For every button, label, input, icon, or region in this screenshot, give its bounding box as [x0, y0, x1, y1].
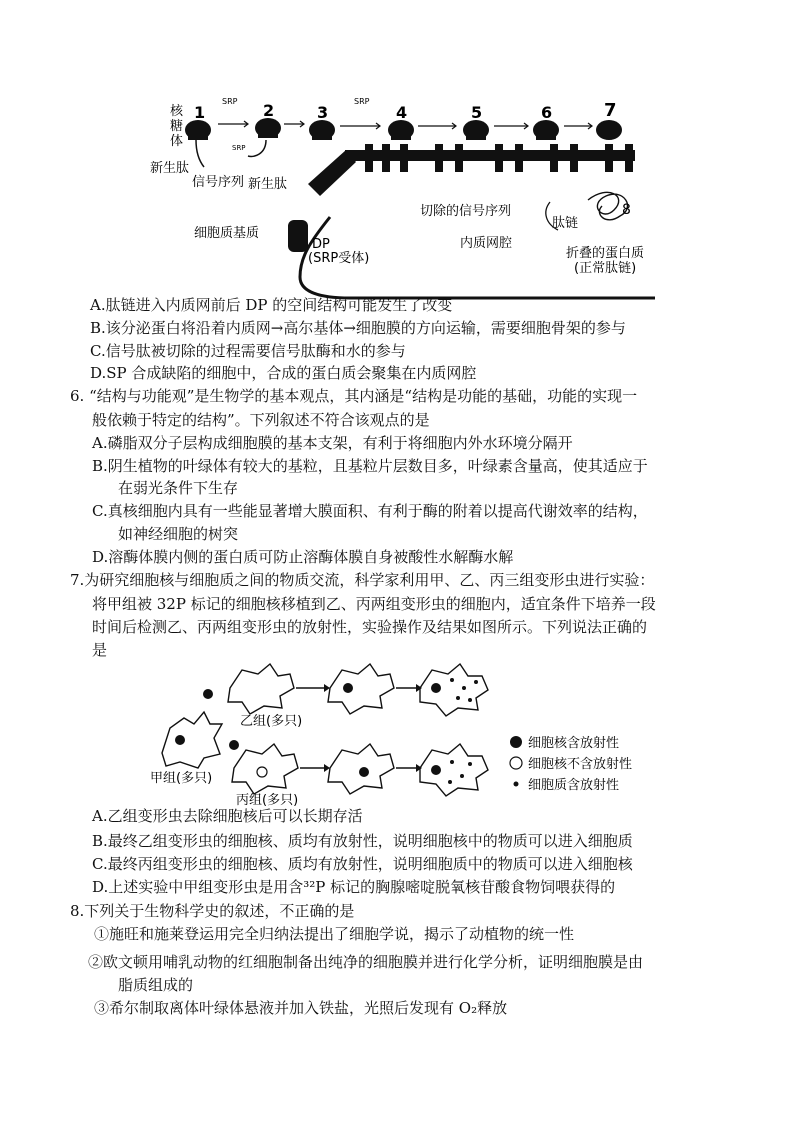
- q7-option-a: A.乙组变形虫去除细胞核后可以长期存活: [92, 807, 363, 825]
- translocon: [308, 150, 356, 196]
- q6-option-b: B.阴生植物的叶绿体有较大的基粒，且基粒片层数目多，叶绿素含量高，使其适应于: [92, 457, 648, 475]
- srp-label: SRP: [354, 97, 370, 106]
- dp-receptor: [288, 220, 308, 252]
- q6-option-c: C.真核细胞内具有一些能显著增大膜面积、有利于酶的附着以提高代谢效率的结构，: [92, 502, 648, 520]
- legend-hollow-icon: [510, 757, 522, 769]
- nucleus-labeled: [359, 767, 369, 777]
- q6-option-a: A.磷脂双分子层构成细胞膜的基本支架，有利于将细胞内外水环境分隔开: [92, 434, 573, 452]
- q5-option-c: C.信号肽被切除的过程需要信号肽酶和水的参与: [90, 342, 406, 360]
- amoeba-jia: [162, 712, 222, 768]
- q8-item-2: ②欧文顿用哺乳动物的红细胞制备出纯净的细胞膜并进行化学分析，证明细胞膜是由: [88, 953, 644, 971]
- q7-stem: 时间后检测乙、丙两组变形虫的放射性，实验操作及结果如图所示。下列说法正确的: [92, 618, 648, 636]
- q6-stem: 般依赖于特定的结构”。下列叙述不符合该观点的是: [92, 411, 430, 429]
- srp-label: SRP: [232, 144, 246, 152]
- stage-label: 2: [263, 101, 275, 120]
- ribosome-label: 体: [170, 134, 184, 149]
- legend-text: 细胞核含放射性: [528, 736, 620, 751]
- q8-item-3: ③希尔制取离体叶绿体悬液并加入铁盐，光照后发现有 O₂释放: [94, 999, 508, 1017]
- nucleus-labeled: [343, 683, 353, 693]
- nucleus-labeled: [175, 735, 185, 745]
- amoeba-yi-2: [328, 664, 394, 714]
- nucleus-labeled: [431, 765, 441, 775]
- q8-item-2-cont: 脂质组成的: [118, 976, 194, 994]
- nucleus-labeled: [431, 683, 441, 693]
- q7-stem: 将甲组被 32P 标记的细胞核移植到乙、丙两组变形虫的细胞内，适宜条件下培养一段: [92, 595, 656, 613]
- q5-option-a: A.肽链进入内质网前后 DP 的空间结构可能发生了改变: [90, 296, 453, 314]
- nascent-peptide-1: [196, 140, 204, 167]
- stage-label: 1: [194, 103, 206, 122]
- q7-stem: 是: [92, 641, 108, 659]
- q7-option-b: B.最终乙组变形虫的细胞核、质均有放射性，说明细胞核中的物质可以进入细胞质: [92, 832, 633, 850]
- dp-sub-label: (SRP受体): [308, 251, 370, 266]
- q6-stem: 6. “结构与功能观”是生物学的基本观点，其内涵是“结构是功能的基础，功能的实现一: [70, 387, 638, 405]
- stage-label: 7: [604, 100, 617, 121]
- peptide-chain-label: 肽链: [552, 216, 579, 231]
- amoeba-yi-3: [420, 664, 488, 716]
- ribosome-label: 糖: [170, 119, 184, 134]
- folded-protein-sub-label: (正常肽链): [574, 261, 637, 276]
- legend-text: 细胞核不含放射性: [528, 757, 633, 772]
- amoeba-yi-1: [228, 664, 294, 714]
- srp-pathway-figure: [150, 92, 670, 300]
- legend-text: 细胞质含放射性: [528, 778, 620, 793]
- q5-option-d: D.SP 合成缺陷的细胞中，合成的蛋白质会聚集在内质网腔: [90, 364, 477, 382]
- q5-option-b: B.该分泌蛋白将沿着内质网→高尔基体→细胞膜的方向运输，需要细胞骨架的参与: [90, 319, 626, 337]
- q8-item-1: ①施旺和施莱登运用完全归纳法提出了细胞学说，揭示了动植物的统一性: [94, 925, 575, 943]
- folded-protein-label: 折叠的蛋白质: [566, 246, 645, 261]
- stage-label: 4: [396, 103, 408, 122]
- signal-sequence-label: 信号序列: [192, 175, 245, 190]
- q6-option-d: D.溶酶体膜内侧的蛋白质可防止溶酶体膜自身被酸性水解酶水解: [92, 548, 514, 566]
- nucleus-labeled: [203, 689, 213, 699]
- q6-option-b-cont: 在弱光条件下生存: [118, 479, 239, 497]
- amoeba-experiment-figure: [150, 658, 670, 806]
- cytoplasm-label: 细胞质基质: [194, 226, 260, 241]
- srp-label: SRP: [222, 97, 238, 106]
- dp-label: DP: [312, 237, 330, 252]
- nucleus-unlabeled: [257, 767, 267, 777]
- er-lumen-label: 内质网腔: [460, 236, 513, 251]
- folded-index-label: 8: [622, 202, 631, 218]
- stage-label: 3: [317, 103, 329, 122]
- q7-option-d: D.上述实验中甲组变形虫是用含³²P 标记的胸腺嘧啶脱氧核苷酸食物饲喂获得的: [92, 878, 616, 896]
- nascent-peptide-label: 新生肽: [150, 161, 190, 176]
- q7-stem: 7.为研究细胞核与细胞质之间的物质交流，科学家利用甲、乙、丙三组变形虫进行实验：: [70, 571, 655, 589]
- q8-stem: 8.下列关于生物科学史的叙述，不正确的是: [70, 902, 355, 920]
- nascent-peptide-label: 新生肽: [248, 177, 288, 192]
- legend-dot-icon: [514, 782, 519, 787]
- stage-label: 6: [541, 103, 553, 122]
- group-bing-label: 丙组(多只): [236, 793, 299, 806]
- stage-label: 5: [471, 103, 483, 122]
- legend-filled-icon: [510, 736, 522, 748]
- group-yi-label: 乙组(多只): [240, 714, 303, 729]
- ribosome-label: 核: [170, 104, 184, 119]
- q7-option-c: C.最终丙组变形虫的细胞核、质均有放射性，说明细胞质中的物质可以进入细胞核: [92, 855, 633, 873]
- group-jia-label: 甲组(多只): [150, 771, 213, 786]
- q6-option-c-cont: 如神经细胞的树突: [118, 525, 239, 543]
- cleaved-signal-label: 切除的信号序列: [420, 204, 512, 219]
- nascent-peptide-2: [248, 140, 266, 156]
- nucleus-labeled: [229, 740, 239, 750]
- amoeba-bing-3: [420, 744, 488, 796]
